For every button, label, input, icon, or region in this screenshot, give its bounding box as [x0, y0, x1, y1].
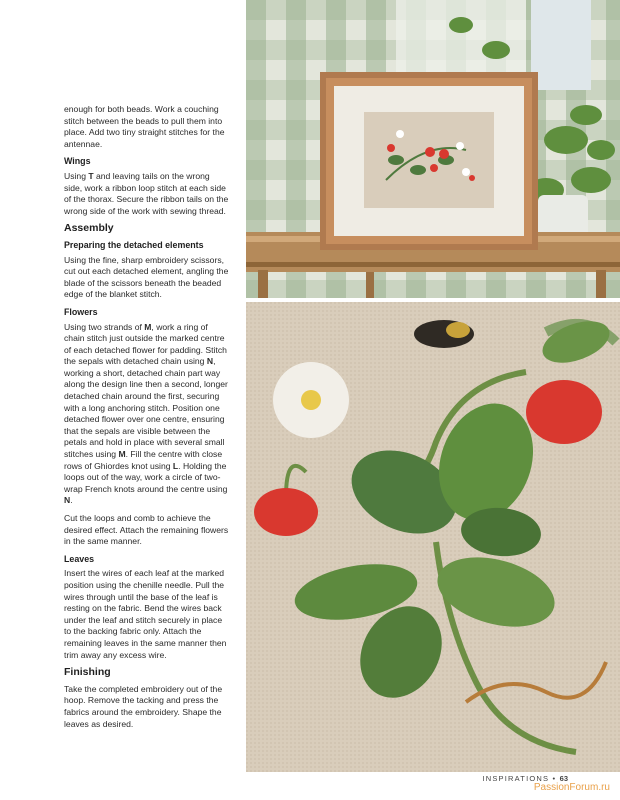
flowers-heading: Flowers	[64, 306, 98, 317]
article-text-column	[64, 104, 230, 736]
wings-heading: Wings	[64, 156, 91, 167]
thread-code: T	[88, 170, 94, 181]
assembly-paragraph: Using the fine, sharp embroidery scissors, cut out each detached element, angling the blade of the scissors beneath the beaded edge of the blanket stitch.	[64, 254, 229, 300]
leaves-heading: Leaves	[64, 553, 95, 564]
assembly-heading: Assembly	[64, 222, 114, 235]
preparing-subheading: Preparing the detached elements	[64, 239, 204, 250]
wings-paragraph: Using T and leaving tails on the wrong side, work a ribbon loop stitch at each side of the thorax. Secure the ribbon tails on the wrong side of the work with sewing thread.	[64, 170, 229, 216]
footer-separator: •	[552, 774, 557, 783]
flowers-paragraph-1: Using two strands of M, work a ring of chain stitch just outside the marked centre of each detached flower for padding. Stitch the sepals with detached chain using N, working a short, detached chain part way along the design line then a second, longer detached chain around the first, securing with a long anchoring stitch. Position one detached flower over one centre, ensuring that the sepals are visible between the petals and hold in place with several small stitches using M. Fill the centre with close rows of Ghiordes knot using L. Holding the loops out of the way, work a circle of two-wrap French knots around the centre using N.	[64, 321, 228, 506]
strawberry-closeup-photo	[246, 302, 620, 772]
finishing-paragraph: Take the completed embroidery out of the hoop. Remove the tacking and press the fabrics around the embroidery. Shape the leaves as desired.	[64, 683, 223, 729]
watermark-text: PassionForum.ru	[533, 782, 610, 793]
page-number: 63	[559, 774, 568, 783]
finishing-heading: Finishing	[64, 666, 111, 679]
flowers-paragraph-2: Cut the loops and comb to achieve the desired effect. Attach the remaining flowers in the same manner.	[64, 513, 229, 547]
leaves-paragraph: Insert the wires of each leaf at the marked position using the chenille needle. Pull the wires through until the base of the leaf is resting on the fabric. Bend the wires back under the leaf and stitch securely in place to the backing fabric only. Attach the remaining leaves in the same manner then trim away any excess wire.	[64, 568, 227, 660]
magazine-name: INSPIRATIONS	[482, 774, 550, 783]
intro-paragraph: enough for both beads. Work a couching stitch between the beads to pull them into place. Add two tiny straight stitches for the antennae.	[64, 104, 225, 149]
framed-embroidery-photo	[246, 0, 620, 298]
